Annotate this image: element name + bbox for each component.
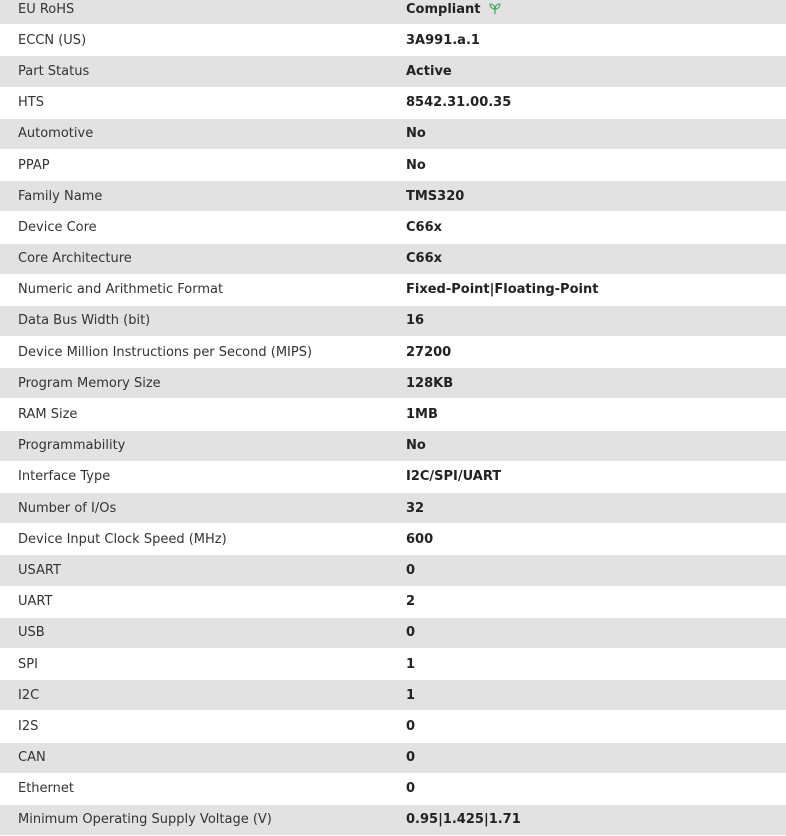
spec-label: PPAP	[18, 157, 50, 173]
spec-value-cell	[388, 2, 786, 17]
spec-row-programmability	[0, 431, 786, 462]
spec-value: TMS320	[406, 188, 465, 204]
spec-label: Programmability	[18, 438, 126, 454]
spec-label: CAN	[18, 750, 46, 766]
spec-value: 0.95|1.425|1.71	[406, 812, 521, 828]
spec-value: Fixed-Point|Floating-Point	[406, 282, 599, 298]
spec-label: SPI	[18, 656, 38, 672]
spec-row-eccn	[0, 25, 786, 56]
spec-row-family-name	[0, 181, 786, 212]
spec-value: 600	[406, 531, 434, 547]
spec-label: UART	[18, 594, 53, 610]
spec-row-device-core	[0, 212, 786, 243]
spec-label: Device Million Instructions per Second (MIPS)	[18, 344, 313, 360]
spec-value: 0	[406, 781, 416, 797]
spec-value: No	[406, 438, 426, 454]
spec-value: 1	[406, 687, 416, 703]
spec-label: Minimum Operating Supply Voltage (V)	[18, 812, 272, 828]
spec-row-can	[0, 743, 786, 774]
spec-row-ram-size	[0, 399, 786, 430]
spec-label: I2C	[18, 687, 40, 703]
spec-label: Device Core	[18, 219, 97, 235]
spec-value: No	[406, 126, 426, 142]
spec-row-ppap	[0, 150, 786, 181]
spec-row-interface-type	[0, 462, 786, 493]
spec-label: HTS	[18, 95, 44, 111]
spec-value: 128KB	[406, 375, 454, 391]
spec-value: 8542.31.00.35	[406, 95, 512, 111]
leaf-icon	[488, 2, 502, 16]
spec-value: 0	[406, 562, 416, 578]
spec-value: 27200	[406, 344, 452, 360]
spec-value: C66x	[406, 251, 443, 267]
spec-row-uart	[0, 587, 786, 618]
spec-value: 0	[406, 625, 416, 641]
spec-label: Device Input Clock Speed (MHz)	[18, 531, 227, 547]
spec-value: I2C/SPI/UART	[406, 469, 502, 485]
spec-label: USB	[18, 625, 45, 641]
spec-row-program-memory	[0, 368, 786, 399]
spec-row-core-architecture	[0, 244, 786, 275]
spec-row-numeric-format	[0, 275, 786, 306]
spec-label: Number of I/Os	[18, 500, 117, 516]
spec-row-spi	[0, 649, 786, 680]
spec-label: Family Name	[18, 188, 103, 204]
spec-row-part-status	[0, 56, 786, 87]
spec-row-i2s	[0, 711, 786, 742]
spec-label: Core Architecture	[18, 251, 132, 267]
spec-row-data-bus-width	[0, 306, 786, 337]
spec-label: Numeric and Arithmetic Format	[18, 282, 224, 298]
spec-row-mips	[0, 337, 786, 368]
spec-value: Compliant	[406, 1, 481, 17]
spec-row-ethernet	[0, 774, 786, 805]
spec-value: C66x	[406, 219, 443, 235]
spec-label: ECCN (US)	[18, 32, 87, 48]
spec-label: I2S	[18, 718, 39, 734]
spec-label: Part Status	[18, 63, 90, 79]
spec-label: Program Memory Size	[18, 375, 161, 391]
spec-value: 0	[406, 718, 416, 734]
spec-row-automotive	[0, 119, 786, 150]
spec-label: USART	[18, 562, 61, 578]
spec-row-min-supply-voltage	[0, 805, 786, 836]
spec-row-usb	[0, 618, 786, 649]
spec-value: 2	[406, 594, 416, 610]
spec-row-clock-speed	[0, 524, 786, 555]
spec-label: EU RoHS	[18, 1, 75, 17]
spec-value: 1MB	[406, 407, 438, 423]
spec-value: Active	[406, 63, 452, 79]
spec-value: 0	[406, 750, 416, 766]
spec-row-hts	[0, 88, 786, 119]
spec-label: RAM Size	[18, 407, 78, 423]
spec-value: 1	[406, 656, 416, 672]
spec-value: 3A991.a.1	[406, 32, 480, 48]
spec-value: No	[406, 157, 426, 173]
spec-row-number-of-ios	[0, 493, 786, 524]
spec-label: Automotive	[18, 126, 94, 142]
spec-value: 16	[406, 313, 425, 329]
spec-value: 32	[406, 500, 425, 516]
spec-row-eu-rohs	[0, 0, 786, 25]
spec-label: Interface Type	[18, 469, 111, 485]
spec-row-i2c	[0, 680, 786, 711]
spec-label: Ethernet	[18, 781, 74, 797]
spec-label: Data Bus Width (bit)	[18, 313, 151, 329]
spec-row-usart	[0, 555, 786, 586]
